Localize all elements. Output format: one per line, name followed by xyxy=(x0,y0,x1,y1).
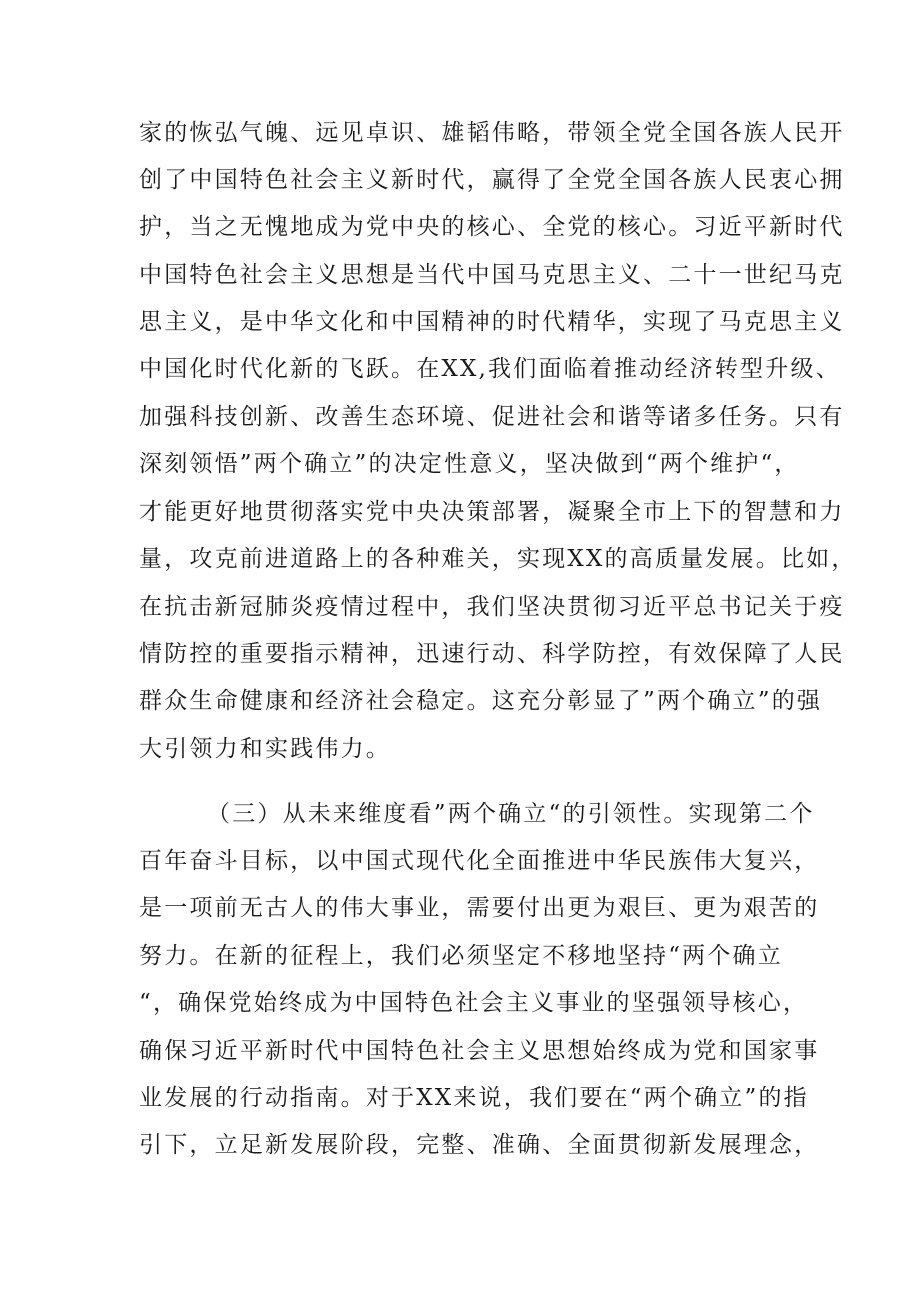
paragraph-line: 百年奋斗目标，以中国式现代化全面推进中华民族伟大复兴， xyxy=(139,848,820,874)
paragraph-line: 加强科技创新、改善生态环境、促进社会和谐等诸多任务。只有 xyxy=(139,404,845,430)
paragraph-line: “，确保党始终成为中国特色社会主义事业的坚强领导核心， xyxy=(139,990,809,1016)
paragraph-line: 确保习近平新时代中国特色社会主义思想始终成为党和国家事 xyxy=(139,1038,820,1064)
paragraph-line: 大引领力和实践伟力。 xyxy=(139,736,391,762)
paragraph-line: 群众生命健康和经济社会稳定。这充分彰显了”两个确立”的强 xyxy=(139,688,823,714)
paragraph-line: 深刻领悟”两个确立”的决定性意义，坚决做到“两个维护“， xyxy=(139,451,800,477)
paragraph-line: 护，当之无愧地成为党中央的核心、全党的核心。习近平新时代 xyxy=(139,214,845,240)
paragraph-line: 家的恢弘气魄、远见卓识、雄韬伟略，带领全党全国各族人民开 xyxy=(139,120,845,146)
paragraph-line: 在抗击新冠肺炎疫情过程中，我们坚决贯彻习近平总书记关于疫 xyxy=(139,594,845,620)
paragraph-line: 量，攻克前进道路上的各种难关，实现XX的高质量发展。比如， xyxy=(139,546,857,572)
paragraph-line: 业发展的行动指南。对于XX来说，我们要在“两个确立”的指 xyxy=(139,1085,809,1111)
paragraph-line: 创了中国特色社会主义新时代，赢得了全党全国各族人民衷心拥 xyxy=(139,167,845,193)
paragraph-line: 引下，立足新发展阶段，完整、准确、全面贯彻新发展理念， xyxy=(139,1132,820,1158)
paragraph-line: （三）从未来维度看”两个确立“的引领性。实现第二个 xyxy=(207,801,815,827)
paragraph-line: 中国特色社会主义思想是当代中国马克思主义、二十一世纪马克 xyxy=(139,262,845,288)
paragraph-line: 才能更好地贯彻落实党中央决策部署，凝聚全市上下的智慧和力 xyxy=(139,499,845,525)
paragraph-line: 思主义，是中华文化和中国精神的时代精华，实现了马克思主义 xyxy=(139,309,845,335)
paragraph-line: 努力。在新的征程上，我们必须坚定不移地坚持“两个确立 xyxy=(139,943,783,969)
paragraph-line: 中国化时代化新的飞跃。在XX,我们面临着推动经济转型升级、 xyxy=(139,356,841,382)
paragraph-line: 是一项前无古人的伟大事业，需要付出更为艰巨、更为艰苦的 xyxy=(139,895,820,921)
paragraph-line: 情防控的重要指示精神，迅速行动、科学防控，有效保障了人民 xyxy=(139,641,845,667)
